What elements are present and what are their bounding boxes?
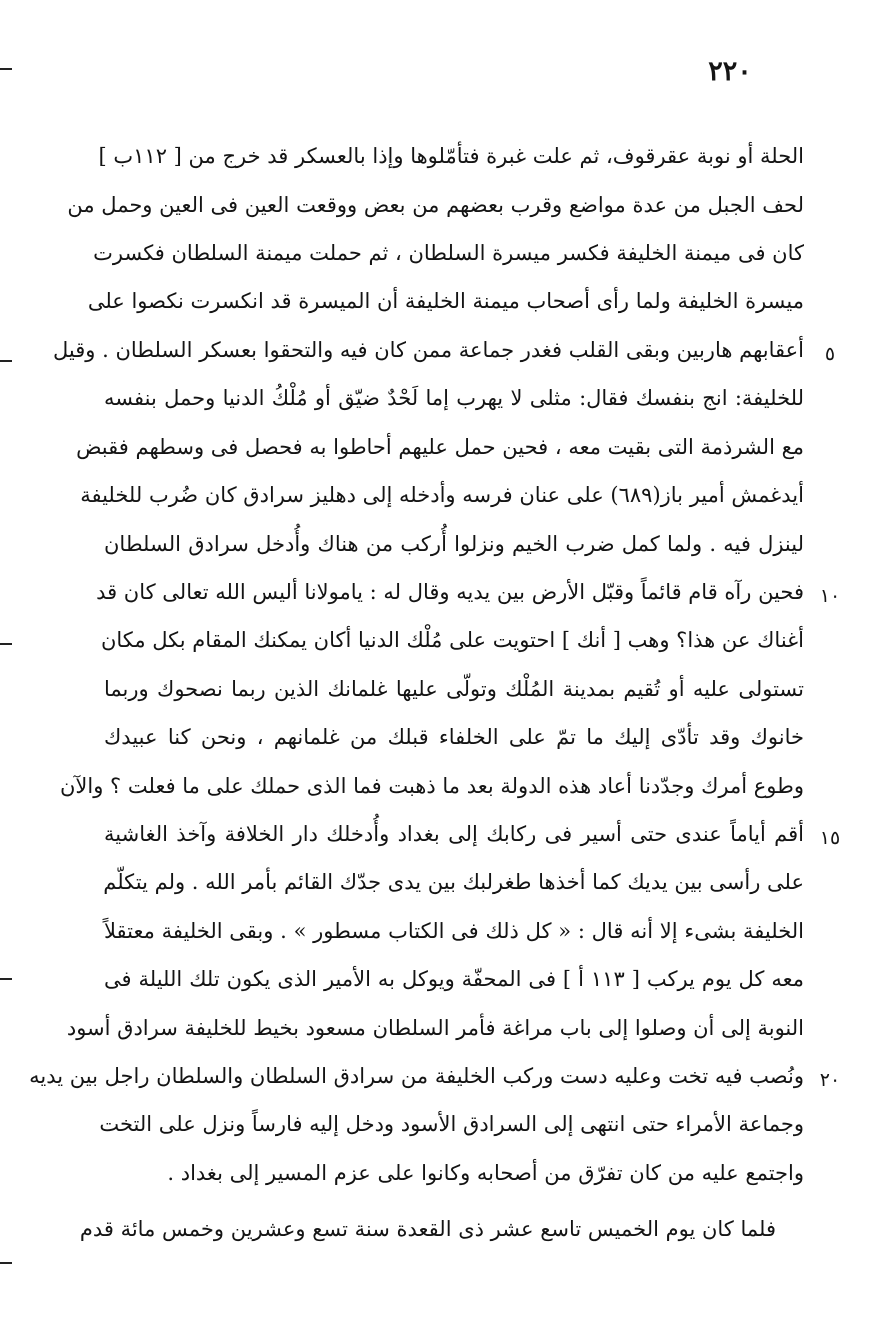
text-line: ونُصب فيه تخت وعليه دست وركب الخليفة من سرادق السلطان والسلطان راجل بين يديه [29, 1064, 804, 1088]
margin-tick [0, 1262, 12, 1264]
page-number: ٢٢٠ [708, 56, 752, 87]
text-line: على رأسى بين يديك كما أخذها طغرلبك بين يدى جدّك القائم بأمر الله . ولم يتكلّم [103, 870, 804, 894]
text-line: ميسرة الخليفة ولما رأى أصحاب ميمنة الخليفة أن الميسرة قد انكسرت نكصوا على [87, 289, 804, 313]
line-number-marker: ١٠ [819, 585, 841, 607]
text-line: الخليفة بشىء إلا أنه قال : « كل ذلك فى الكتاب مسطور » . وبقى الخليفة معتقلاً [104, 919, 804, 943]
text-line: وجماعة الأمراء حتى انتهى إلى السرادق الأسود ودخل إليه فارساً ونزل على التخت [99, 1112, 804, 1136]
text-line: مع الشرذمة التى بقيت معه ، فحين حمل عليهم أحاطوا به فحصل فى وسطهم فقبض [76, 435, 804, 459]
line-number-marker: ٢٠ [819, 1069, 841, 1091]
margin-tick [0, 643, 12, 645]
text-line: لحف الجبل من عدة مواضع وقرب بعضهم من بعض ووقعت العين فى العين وحمل من [67, 193, 804, 217]
text-line: واجتمع عليه من كان تفرّق من أصحابه وكانوا على عزم المسير إلى بغداد . [167, 1161, 804, 1185]
text-line: أغناك عن هذا؟ وهب [ أنك ] احتويت على مُلْك الدنيا أكان يمكنك المقام بكل مكان [100, 628, 804, 652]
text-line: النوبة إلى أن وصلوا إلى باب مراغة فأمر السلطان مسعود بخيط للخليفة سرادق أسود [66, 1016, 804, 1040]
text-line: أيدغمش أمير باز(٦٨٩) على عنان فرسه وأدخله إلى دهليز سرادق كان ضُرب للخليفة [80, 483, 804, 507]
text-line: خانوك وقد تأدّى إليك ما تمّ على الخلفاء قبلك من غلمانهم ، ونحن كنا عبيدك [104, 725, 804, 749]
text-line: معه كل يوم يركب [ ١١٣ أ ] فى المحفّة ويوكل به الأمير الذى يكون تلك الليلة فى [104, 967, 805, 991]
text-line: فحين رآه قام قائماً وقبّل الأرض بين يديه وقال له : يامولانا أليس الله تعالى كان قد [96, 580, 804, 604]
margin-tick [0, 978, 12, 980]
text-line: لينزل فيه . ولما كمل ضرب الخيم ونزلوا أُركب من هناك وأُدخل سرادق السلطان [104, 532, 804, 556]
margin-tick [0, 360, 12, 362]
text-line: وطوع أمرك وجدّدنا أعاد هذه الدولة بعد ما ذهبت فما الذى حملك على ما فعلت ؟ والآن [60, 774, 804, 798]
text-line: للخليفة: انج بنفسك فقال: مثلى لا يهرب إما لَحْدٌ ضيّق أو مُلْكُ الدنيا وحمل بنفسه [104, 386, 804, 410]
line-number-marker: ٥ [824, 343, 836, 365]
line-number-marker: ١٥ [819, 827, 841, 849]
text-line: كان فى ميمنة الخليفة فكسر ميسرة السلطان ، ثم حملت ميمنة السلطان فكسرت [93, 241, 804, 265]
text-line: أقم أياماً عندى حتى أسير فى ركابك إلى بغداد وأُدخلك دار الخلافة وآخذ الغاشية [104, 822, 804, 846]
margin-tick [0, 68, 12, 70]
text-line: الحلة أو نوبة عقرقوف، ثم علت غبرة فتأمّلوها وإذا بالعسكر قد خرج من [ ١١٢ب ] [98, 144, 804, 168]
text-line: فلما كان يوم الخميس تاسع عشر ذى القعدة سنة تسع وعشرين وخمس مائة قدم [79, 1217, 776, 1241]
text-line: تستولى عليه أو تُقيم بمدينة المُلْك وتولّى عليها غلمانك الذين ربما نصحوك وربما [104, 677, 804, 701]
text-line: أعقابهم هاربين وبقى القلب فغدر جماعة ممن كان فيه والتحقوا بعسكر السلطان . وقيل [53, 338, 804, 362]
